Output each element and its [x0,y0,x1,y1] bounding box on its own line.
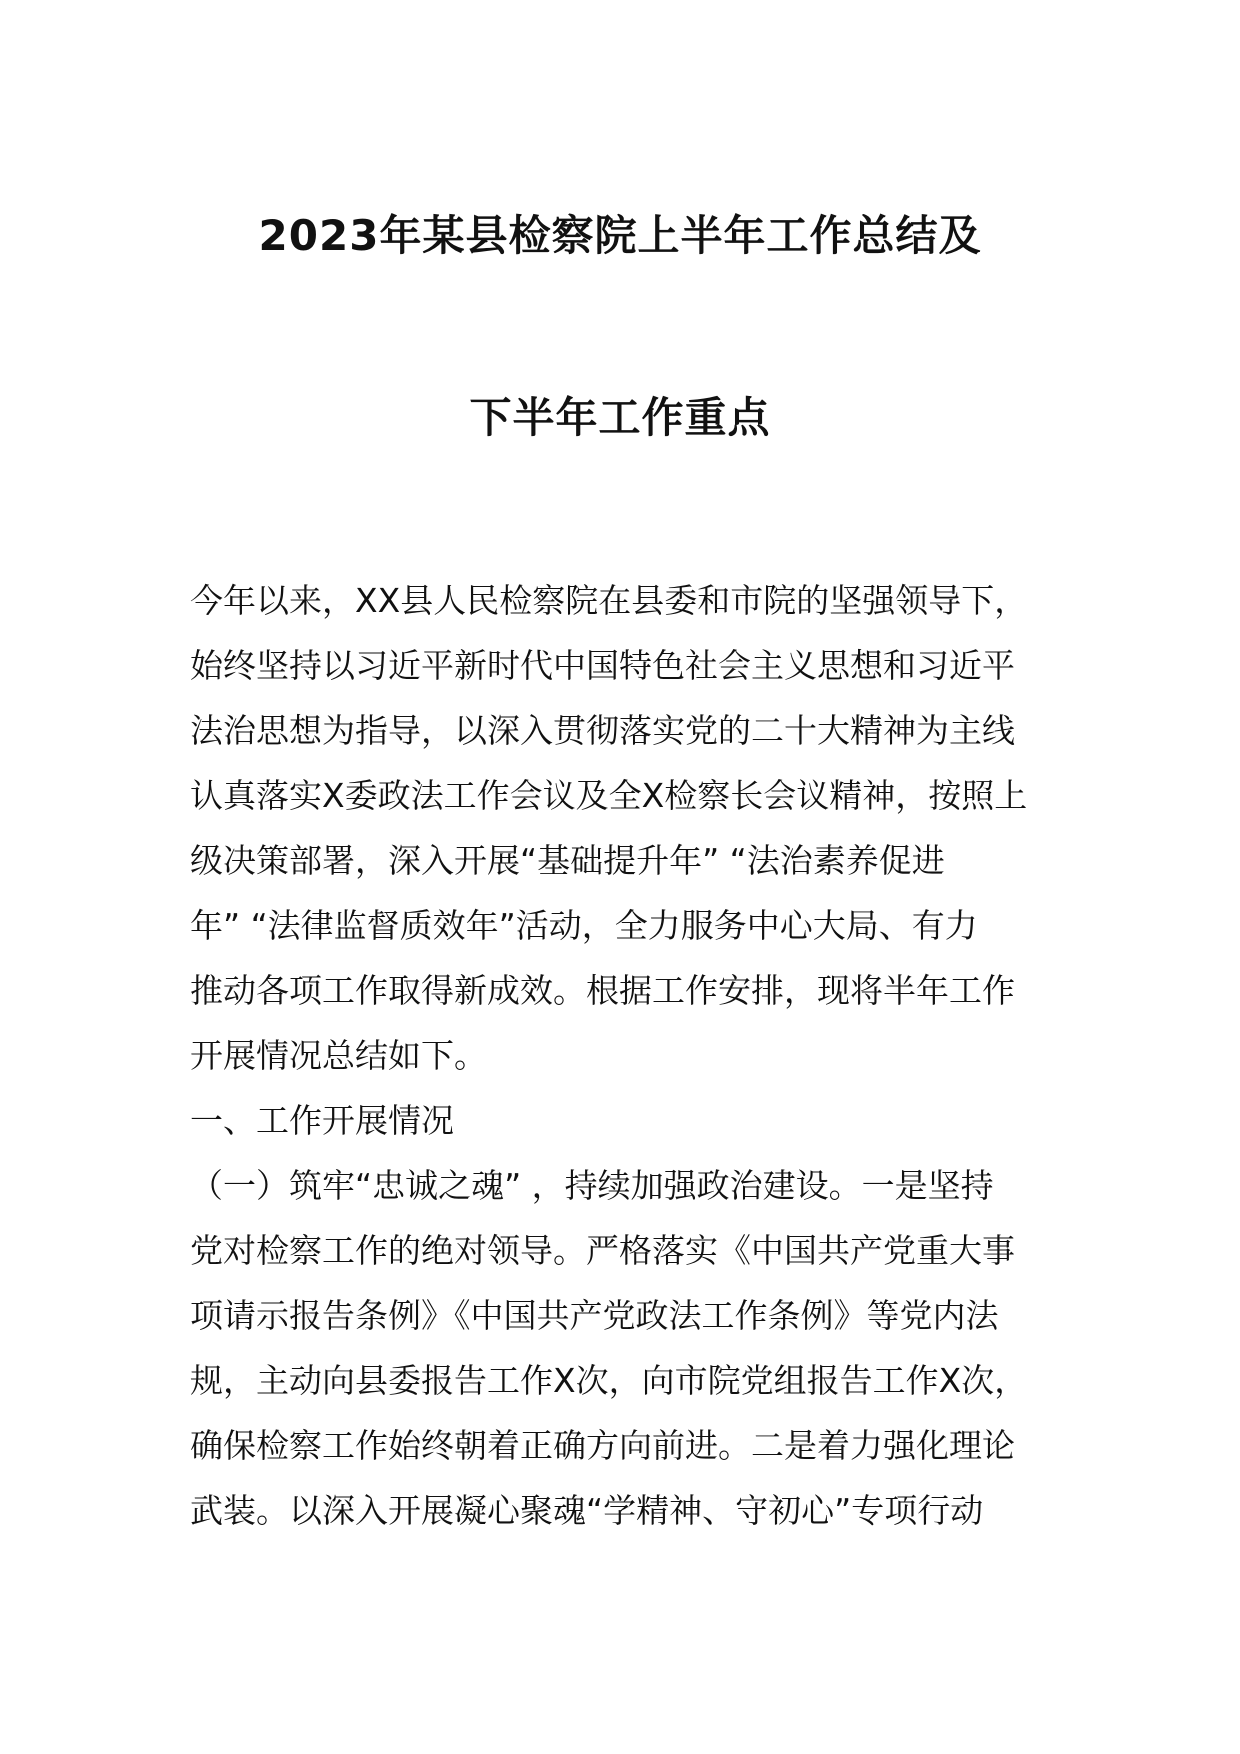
body-line: 法治思想为指导，以深入贯彻落实党的二十大精神为主线 [190,711,1015,750]
body-line: 开展情况总结如下。 [190,1036,487,1075]
body-line: 今年以来，XX县人民检察院在县委和市院的坚强领导下， [190,581,1028,620]
body-line: （一）筑牢“忠诚之魂” ，持续加强政治建设。一是坚持 [190,1166,994,1205]
section-heading: 一、工作开展情况 [190,1101,454,1140]
body-line: 党对检察工作的绝对领导。严格落实《中国共产党重大事 [190,1231,1015,1270]
body-line: 武装。以深入开展凝心聚魂“学精神、守初心”专项行动 [190,1491,984,1530]
body-line: 始终坚持以习近平新时代中国特色社会主义思想和习近平 [190,646,1015,685]
document-body [190,568,1060,1543]
body-line: 项请示报告条例》《中国共产党政法工作条例》等党内法 [190,1296,999,1335]
document-title-line-2: 下半年工作重点 [469,393,771,442]
body-line: 确保检察工作始终朝着正确方向前进。二是着力强化理论 [190,1426,1015,1465]
body-line: 规，主动向县委报告工作X次，向市院党组报告工作X次， [190,1361,1028,1400]
document-title-line-1: 2023年某县检察院上半年工作总结及 [258,211,982,260]
body-line: 推动各项工作取得新成效。根据工作安排，现将半年工作 [190,971,1015,1010]
body-line: 级决策部署，深入开展“基础提升年” “法治素养促进 [190,841,945,880]
body-line: 年” “法律监督质效年”活动，全力服务中心大局、有力 [190,906,978,945]
body-line: 认真落实X委政法工作会议及全X检察长会议精神，按照上 [190,776,1028,815]
